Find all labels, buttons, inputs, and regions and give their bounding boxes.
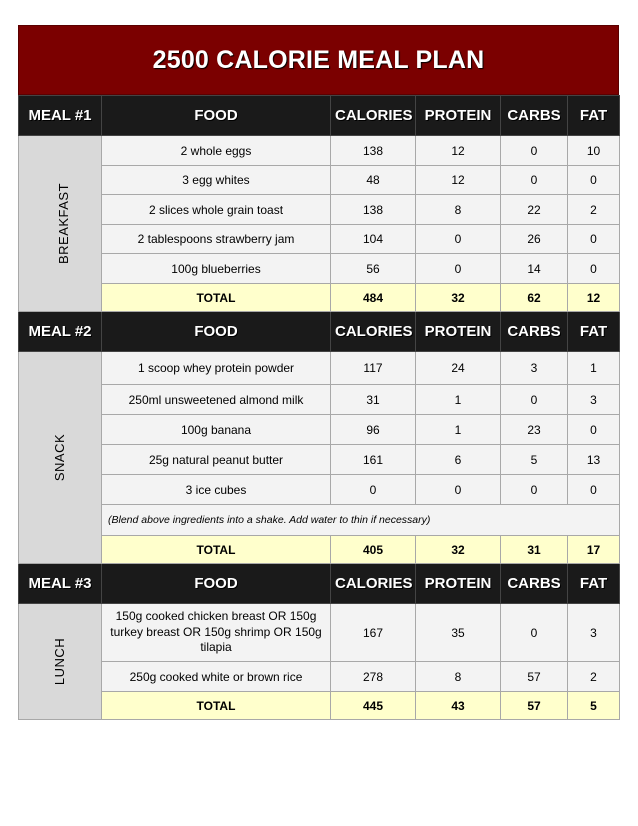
- calories-cell: 96: [331, 415, 416, 445]
- protein-cell: 8: [416, 662, 501, 692]
- fat-cell: 1: [568, 352, 620, 385]
- calories-cell: 138: [331, 136, 416, 166]
- carbs-column-header: CARBS: [501, 312, 568, 352]
- meal-3-total-row: [19, 692, 620, 720]
- total-label: TOTAL: [102, 692, 331, 720]
- table-row: [19, 445, 620, 475]
- carbs-cell: 0: [501, 166, 568, 195]
- total-fat: 17: [568, 536, 620, 564]
- food-column-header: FOOD: [102, 564, 331, 604]
- fat-cell: 3: [568, 385, 620, 415]
- food-cell: 3 ice cubes: [102, 475, 331, 505]
- carbs-cell: 0: [501, 604, 568, 662]
- carbs-cell: 23: [501, 415, 568, 445]
- total-protein: 32: [416, 284, 501, 312]
- calories-column-header: CALORIES: [331, 564, 416, 604]
- protein-cell: 1: [416, 415, 501, 445]
- food-cell: 150g cooked chicken breast OR 150g turkey breast OR 150g shrimp OR 150g tilapia: [102, 604, 331, 662]
- page-title: 2500 CALORIE MEAL PLAN: [18, 25, 619, 95]
- total-calories: 405: [331, 536, 416, 564]
- meal-2-label-cell: [19, 352, 102, 564]
- food-cell: 3 egg whites: [102, 166, 331, 195]
- calories-cell: 138: [331, 195, 416, 225]
- meal-2-header-row: [19, 312, 620, 352]
- total-calories: 445: [331, 692, 416, 720]
- total-calories: 484: [331, 284, 416, 312]
- meal-3-header: MEAL #3: [19, 564, 102, 604]
- calories-cell: 104: [331, 225, 416, 254]
- fat-cell: 2: [568, 662, 620, 692]
- total-fat: 5: [568, 692, 620, 720]
- food-cell: 25g natural peanut butter: [102, 445, 331, 475]
- protein-column-header: PROTEIN: [416, 312, 501, 352]
- total-fat: 12: [568, 284, 620, 312]
- meal-1-label: BREAKFAST: [56, 182, 72, 265]
- table-row: [19, 195, 620, 225]
- protein-cell: 8: [416, 195, 501, 225]
- total-label: TOTAL: [102, 536, 331, 564]
- calories-cell: 31: [331, 385, 416, 415]
- meal-1-header-row: [19, 96, 620, 136]
- food-cell: 2 whole eggs: [102, 136, 331, 166]
- meal-1-label-cell: [19, 136, 102, 312]
- fat-cell: 0: [568, 254, 620, 284]
- calories-column-header: CALORIES: [331, 312, 416, 352]
- calories-cell: 278: [331, 662, 416, 692]
- carbs-cell: 57: [501, 662, 568, 692]
- food-column-header: FOOD: [102, 96, 331, 136]
- protein-column-header: PROTEIN: [416, 564, 501, 604]
- total-protein: 43: [416, 692, 501, 720]
- food-cell: 250ml unsweetened almond milk: [102, 385, 331, 415]
- fat-cell: 0: [568, 225, 620, 254]
- total-carbs: 62: [501, 284, 568, 312]
- food-cell: 1 scoop whey protein powder: [102, 352, 331, 385]
- calories-cell: 56: [331, 254, 416, 284]
- protein-cell: 6: [416, 445, 501, 475]
- protein-cell: 1: [416, 385, 501, 415]
- meal-3-label: LUNCH: [52, 637, 68, 686]
- fat-cell: 0: [568, 475, 620, 505]
- fat-cell: 2: [568, 195, 620, 225]
- meal-1-total-row: [19, 284, 620, 312]
- carbs-cell: 14: [501, 254, 568, 284]
- carbs-cell: 22: [501, 195, 568, 225]
- calories-cell: 117: [331, 352, 416, 385]
- calories-column-header: CALORIES: [331, 96, 416, 136]
- total-carbs: 57: [501, 692, 568, 720]
- carbs-cell: 0: [501, 385, 568, 415]
- fat-column-header: FAT: [568, 96, 620, 136]
- meal-2-header: MEAL #2: [19, 312, 102, 352]
- calories-cell: 48: [331, 166, 416, 195]
- food-cell: 100g banana: [102, 415, 331, 445]
- table-row: [19, 352, 620, 385]
- meal-2-note: (Blend above ingredients into a shake. Add water to thin if necessary): [102, 505, 620, 536]
- food-cell: 2 tablespoons strawberry jam: [102, 225, 331, 254]
- total-carbs: 31: [501, 536, 568, 564]
- protein-cell: 12: [416, 136, 501, 166]
- table-row: [19, 136, 620, 166]
- protein-cell: 0: [416, 225, 501, 254]
- carbs-cell: 26: [501, 225, 568, 254]
- table-row: [19, 662, 620, 692]
- meal-plan-sheet: [18, 25, 619, 720]
- fat-cell: 3: [568, 604, 620, 662]
- protein-cell: 0: [416, 475, 501, 505]
- carbs-column-header: CARBS: [501, 564, 568, 604]
- carbs-cell: 5: [501, 445, 568, 475]
- meal-2-total-row: [19, 536, 620, 564]
- protein-cell: 35: [416, 604, 501, 662]
- fat-cell: 10: [568, 136, 620, 166]
- meal-3-header-row: [19, 564, 620, 604]
- calories-cell: 167: [331, 604, 416, 662]
- fat-column-header: FAT: [568, 312, 620, 352]
- meal-3-label-cell: [19, 604, 102, 720]
- protein-cell: 0: [416, 254, 501, 284]
- table-row: [19, 166, 620, 195]
- protein-column-header: PROTEIN: [416, 96, 501, 136]
- calories-cell: 161: [331, 445, 416, 475]
- note-row: [19, 505, 620, 536]
- table-row: [19, 385, 620, 415]
- calories-cell: 0: [331, 475, 416, 505]
- food-cell: 100g blueberries: [102, 254, 331, 284]
- carbs-cell: 0: [501, 136, 568, 166]
- table-row: [19, 415, 620, 445]
- meal-2-label: SNACK: [52, 433, 68, 482]
- fat-cell: 0: [568, 166, 620, 195]
- food-cell: 2 slices whole grain toast: [102, 195, 331, 225]
- fat-cell: 0: [568, 415, 620, 445]
- table-row: [19, 254, 620, 284]
- food-cell: 250g cooked white or brown rice: [102, 662, 331, 692]
- total-protein: 32: [416, 536, 501, 564]
- carbs-cell: 0: [501, 475, 568, 505]
- meal-1-header: MEAL #1: [19, 96, 102, 136]
- total-label: TOTAL: [102, 284, 331, 312]
- table-row: [19, 604, 620, 662]
- fat-cell: 13: [568, 445, 620, 475]
- food-column-header: FOOD: [102, 312, 331, 352]
- table-row: [19, 475, 620, 505]
- protein-cell: 12: [416, 166, 501, 195]
- meal-plan-table: [18, 95, 620, 720]
- table-row: [19, 225, 620, 254]
- fat-column-header: FAT: [568, 564, 620, 604]
- carbs-column-header: CARBS: [501, 96, 568, 136]
- protein-cell: 24: [416, 352, 501, 385]
- carbs-cell: 3: [501, 352, 568, 385]
